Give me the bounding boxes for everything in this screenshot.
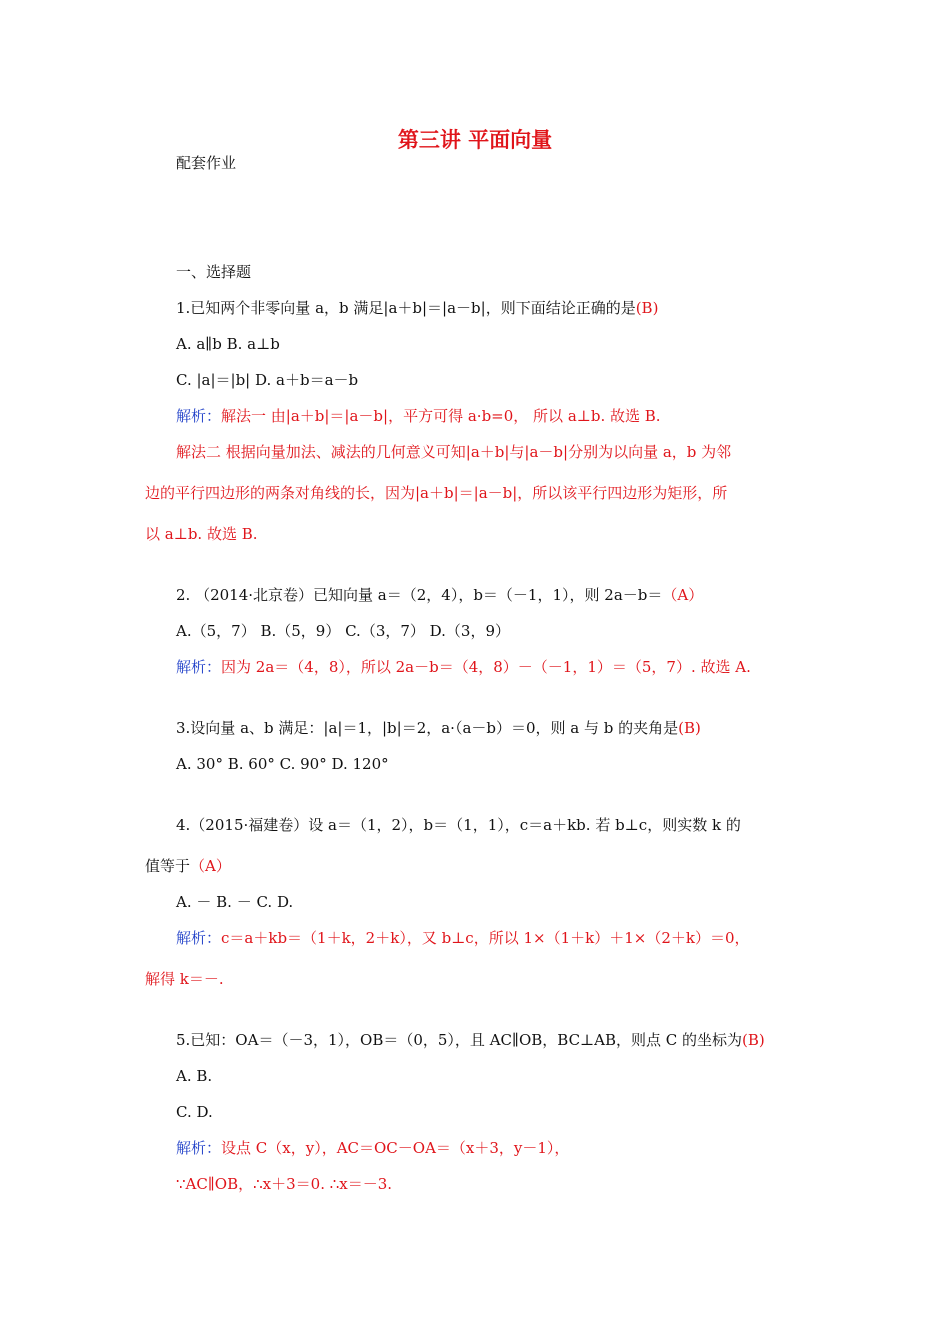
question-1-solution	[176, 406, 661, 426]
section-heading: 一、选择题	[176, 263, 252, 281]
page-title: 第三讲 平面向量	[397, 128, 553, 152]
solution-label: 解析：	[176, 658, 222, 676]
question-3	[176, 718, 701, 738]
question-1-options-ab: A. a∥b B. a⊥b	[176, 335, 280, 353]
question-2-stem: 2. （2014·北京卷）已知向量 a＝（2，4），b＝（－1，1），则 2a－b＝	[176, 586, 663, 604]
question-3-answer: (B)	[678, 719, 701, 737]
question-1-solution-3: 边的平行四边形的两条对角线的长，因为|a＋b|＝|a－b|，所以该平行四边形为矩形，所	[145, 484, 728, 502]
question-5-answer: (B)	[742, 1031, 765, 1049]
solution-label: 解析：	[176, 407, 222, 425]
question-2-solution	[176, 657, 751, 677]
solution-text: c＝a＋kb＝（1＋k，2＋k），又 b⊥c，所以 1×（1＋k）＋1×（2＋k）＝0，	[221, 929, 750, 947]
question-4-solution-2: 解得 k＝－.	[145, 970, 224, 988]
question-4	[145, 856, 231, 876]
solution-text: 因为 2a＝（4，8），所以 2a－b＝（4，8）－（－1，1）＝（5，7）. 故选 A.	[221, 658, 751, 676]
solution-text: 解法一 由|a＋b|＝|a－b|，平方可得 a·b=0， 所以 a⊥b. 故选 B.	[221, 407, 661, 425]
question-1-options-cd: C. |a|＝|b| D. a＋b＝a－b	[176, 371, 359, 389]
question-2-answer: （A）	[662, 586, 704, 604]
question-3-stem: 3.设向量 a、b 满足：|a|＝1，|b|＝2，a·（a－b）＝0，则 a 与 b 的夹角是	[176, 719, 679, 737]
solution-label: 解析：	[176, 929, 222, 947]
question-4-stem-2: 值等于	[145, 857, 191, 875]
question-1	[176, 298, 658, 318]
question-5-solution-2: ∵AC∥OB，∴x＋3＝0. ∴x＝－3.	[176, 1175, 393, 1193]
solution-text: 设点 C（x，y），AC＝OC－OA＝（x＋3，y－1），	[221, 1139, 570, 1157]
question-5-options-ab: A. B.	[176, 1067, 213, 1085]
subtitle: 配套作业	[176, 154, 237, 172]
question-5	[176, 1030, 765, 1050]
question-5-stem: 5.已知：OA＝（－3，1），OB＝（0，5），且 AC∥OB，BC⊥AB，则点 C 的坐标为	[176, 1031, 743, 1049]
question-4-stem: 4.（2015·福建卷）设 a＝（1，2），b＝（1，1），c＝a＋kb. 若 b⊥c，则实数 k 的	[176, 816, 741, 834]
question-5-solution	[176, 1138, 569, 1158]
solution-label: 解析：	[176, 1139, 222, 1157]
question-1-answer: (B)	[635, 299, 659, 317]
question-2	[176, 585, 703, 605]
question-4-options: A. － B. － C. D.	[176, 893, 294, 911]
question-1-stem: 1.已知两个非零向量 a，b 满足|a＋b|＝|a－b|，则下面结论正确的是	[176, 299, 636, 317]
question-4-answer: （A）	[190, 857, 231, 875]
question-5-options-cd: C. D.	[176, 1103, 213, 1121]
question-1-solution-2: 解法二 根据向量加法、减法的几何意义可知|a＋b|与|a－b|分别为以向量 a，b 为邻	[176, 443, 732, 461]
question-2-options: A.（5，7） B.（5，9） C.（3，7） D.（3，9）	[176, 622, 511, 640]
question-1-solution-4: 以 a⊥b. 故选 B.	[145, 525, 258, 543]
question-4-solution	[176, 928, 750, 948]
question-3-options: A. 30° B. 60° C. 90° D. 120°	[176, 755, 389, 773]
